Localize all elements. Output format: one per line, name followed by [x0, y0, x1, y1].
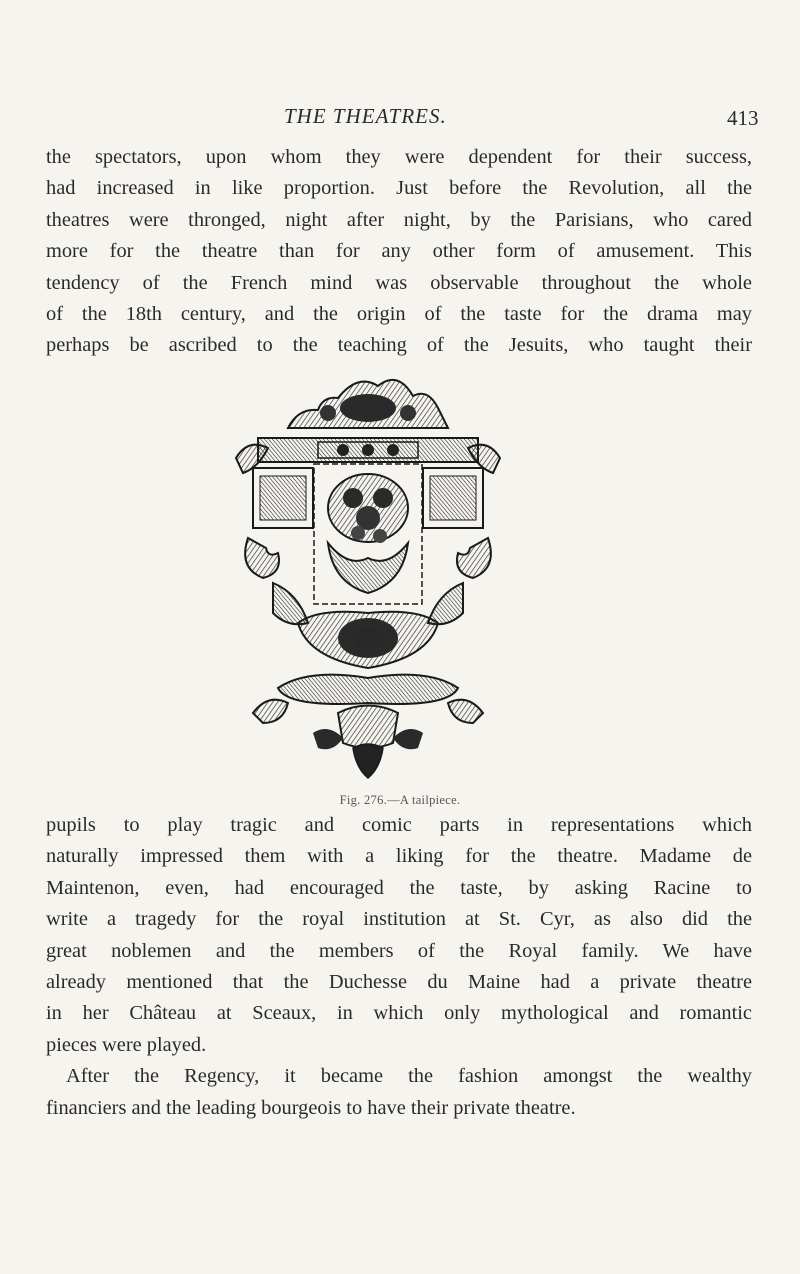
- text-line: had increased in like proportion. Just before the Revolution, all the: [46, 177, 752, 200]
- lower-cartouche: [298, 612, 438, 668]
- text-line: write a tragedy for the royal institution at St. Cyr, as also did the: [46, 908, 752, 931]
- text-line: financiers and the leading bourgeois to have their private theatre.: [46, 1096, 576, 1119]
- ornament-engraving: [228, 368, 508, 786]
- text-line: of the 18th century, and the origin of the taste for the drama may: [46, 302, 752, 325]
- page-number: 413: [727, 106, 759, 130]
- text-line: After the Regency, it became the fashion amongst the wealthy: [66, 1065, 752, 1088]
- text-line: theatres were thronged, night after night, by the Parisians, who cared: [46, 208, 752, 231]
- text-line: Maintenon, even, had encouraged the taste, by asking Racine to: [46, 876, 752, 899]
- running-title: THE THEATRES.: [284, 104, 447, 128]
- text-line: tendency of the French mind was observable throughout the whole: [46, 271, 752, 294]
- text-line: in her Château at Sceaux, in which only mythological and romantic: [46, 1002, 752, 1025]
- bottom-pendant: [353, 744, 383, 778]
- paragraph-top: [46, 142, 752, 362]
- text-line: naturally impressed them with a liking for the theatre. Madame de: [46, 845, 752, 868]
- paragraph-bottom: [46, 810, 752, 1124]
- text-line: more for the theatre than for any other form of amusement. This: [46, 240, 752, 263]
- text-line: perhaps be ascribed to the teaching of the Jesuits, who taught their: [46, 334, 752, 357]
- tailpiece-illustration: [228, 368, 508, 786]
- text-line: the spectators, upon whom they were dependent for their success,: [46, 146, 752, 168]
- text-line: great noblemen and the members of the Royal family. We have: [46, 939, 752, 962]
- text-line: pupils to play tragic and comic parts in representations which: [46, 814, 752, 836]
- figure-caption: Fig. 276.—A tailpiece.: [339, 793, 461, 807]
- crest-ornament: [288, 380, 448, 428]
- text-line: already mentioned that the Duchesse du Maine had a private theatre: [46, 970, 752, 993]
- text-line: pieces were played.: [46, 1033, 207, 1056]
- scroll-base: [253, 675, 483, 750]
- running-head: [0, 104, 800, 134]
- flower-garland: [328, 474, 408, 593]
